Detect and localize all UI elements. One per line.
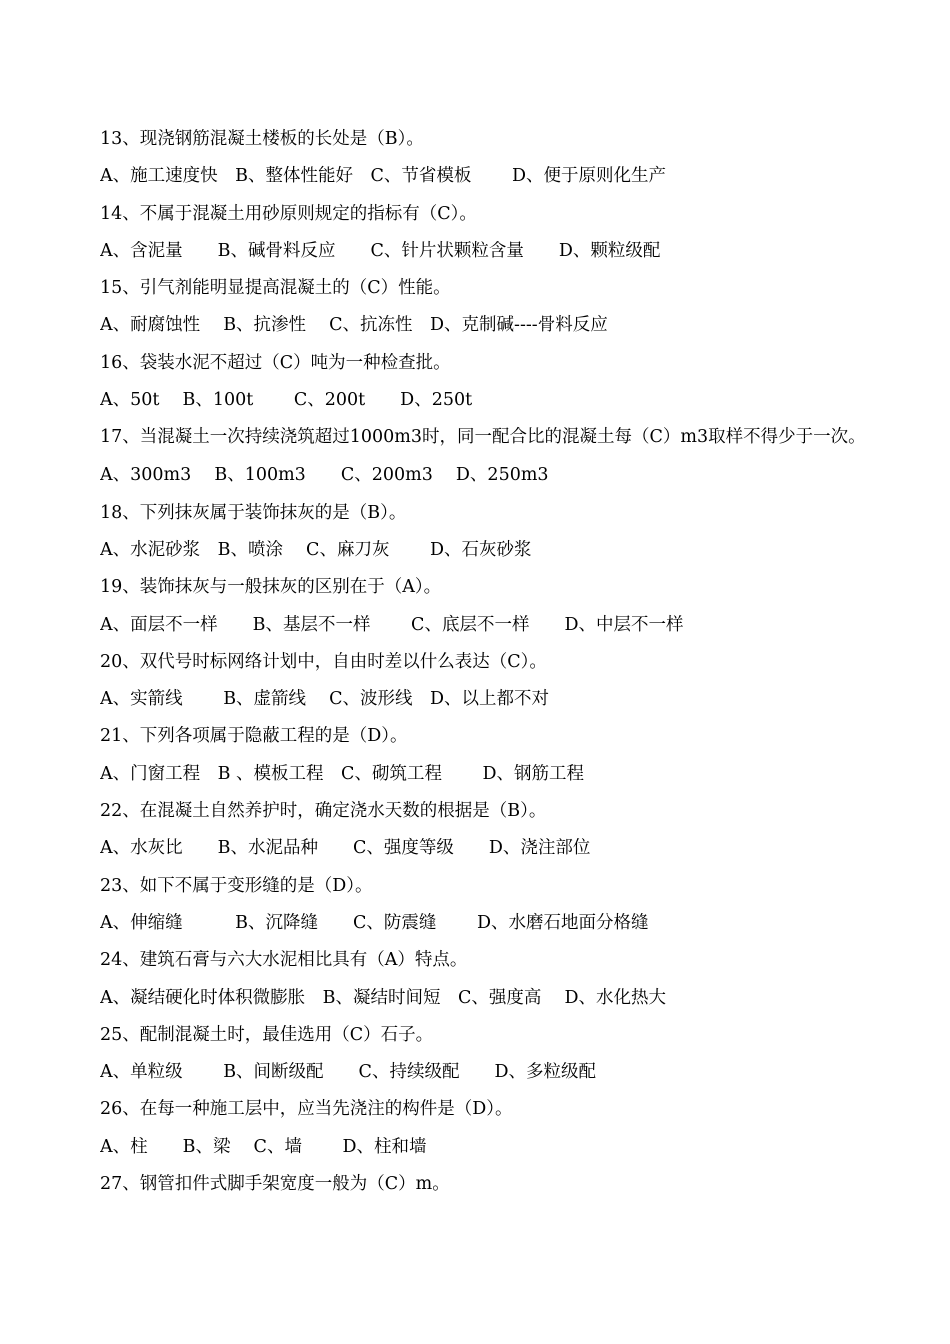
question-21-options: A、门窗工程 B 、模板工程 C、砌筑工程 D、钢筋工程: [100, 763, 585, 784]
question-17-options: A、300m3 B、100m3 C、200m3 D、250m3: [100, 465, 549, 486]
question-25-options: A、单粒级 B、间断级配 C、持续级配 D、多粒级配: [100, 1062, 596, 1083]
question-15: 15、引气剂能明显提高混凝土的（C）性能。: [100, 278, 451, 299]
question-20: 20、双代号时标网络计划中，自由时差以什么表达（C）。: [100, 651, 547, 672]
question-15-options: A、耐腐蚀性 B、抗渗性 C、抗冻性 D、克制碱----骨料反应: [100, 315, 608, 336]
question-16-options: A、50t B、100t C、200t D、250t: [100, 390, 473, 411]
question-19: 19、装饰抹灰与一般抹灰的区别在于（A）。: [100, 577, 442, 598]
question-13-options: A、施工速度快 B、整体性能好 C、节省模板 D、便于原则化生产: [100, 166, 666, 187]
question-19-options: A、面层不一样 B、基层不一样 C、底层不一样 D、中层不一样: [100, 614, 684, 635]
question-23-options: A、伸缩缝 B、沉降缝 C、防震缝 D、水磨石地面分格缝: [100, 912, 649, 933]
question-16: 16、袋装水泥不超过（C）吨为一种检查批。: [100, 352, 451, 373]
question-26-options: A、柱 B、梁 C、墙 D、柱和墙: [100, 1136, 427, 1157]
question-18: 18、下列抹灰属于装饰抹灰的是（B）。: [100, 502, 407, 523]
question-14-options: A、含泥量 B、碱骨料反应 C、针片状颗粒含量 D、颗粒级配: [100, 240, 661, 261]
question-17: 17、当混凝土一次持续浇筑超过1000m3时，同一配合比的混凝土每（C）m3取样不得少于一次。: [100, 427, 866, 448]
question-22: 22、在混凝土自然养护时，确定浇水天数的根据是（B）。: [100, 801, 547, 822]
question-24: 24、建筑石膏与六大水泥相比具有（A）特点。: [100, 950, 468, 971]
question-20-options: A、实箭线 B、虚箭线 C、波形线 D、以上都不对: [100, 689, 550, 710]
question-list: [100, 121, 870, 1203]
question-13: 13、现浇钢筋混凝土楼板的长处是（B）。: [100, 129, 424, 149]
question-26: 26、在每一种施工层中，应当先浇注的构件是（D）。: [100, 1099, 513, 1120]
question-14: 14、不属于混凝土用砂原则规定的指标有（C）。: [100, 203, 477, 224]
question-25: 25、配制混凝土时，最佳选用（C）石子。: [100, 1024, 434, 1045]
question-27: 27、钢管扣件式脚手架宽度一般为（C）m。: [100, 1174, 450, 1195]
question-24-options: A、凝结硬化时体积微膨胀 B、凝结时间短 C、强度高 D、水化热大: [100, 987, 666, 1008]
question-18-options: A、水泥砂浆 B、喷涂 C、麻刀灰 D、石灰砂浆: [100, 539, 532, 560]
question-22-options: A、水灰比 B、水泥品种 C、强度等级 D、浇注部位: [100, 838, 591, 859]
question-21: 21、下列各项属于隐蔽工程的是（D）。: [100, 726, 408, 747]
question-23: 23、如下不属于变形缝的是（D）。: [100, 875, 373, 896]
